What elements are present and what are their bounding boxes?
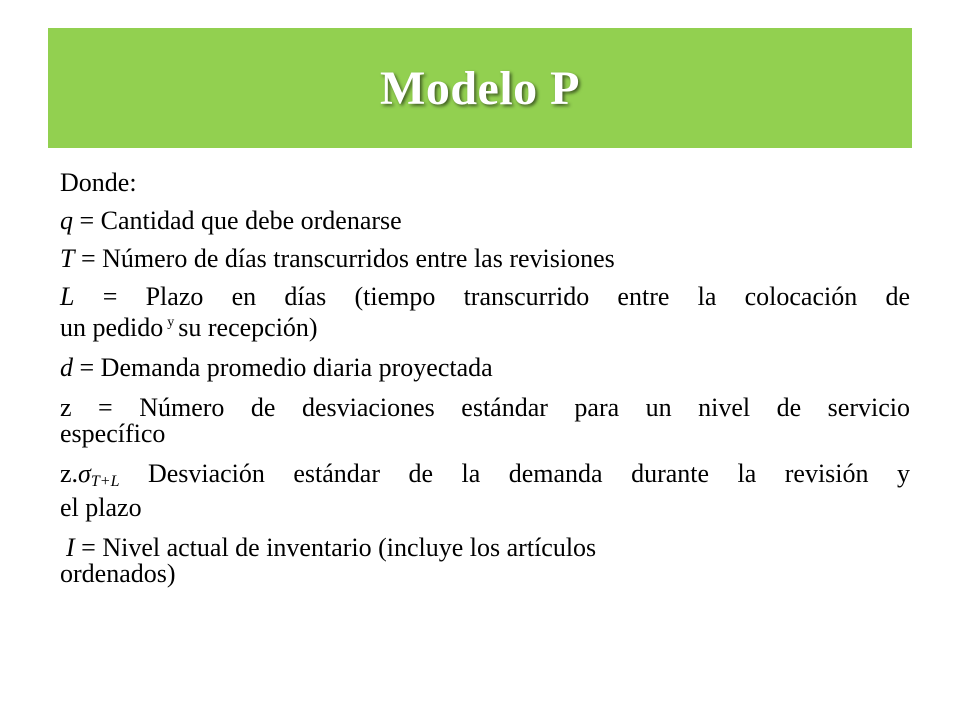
symbol-T: T — [60, 244, 75, 273]
definition-d-text: = Demanda promedio diaria proyectada — [73, 353, 493, 382]
definition-sigma-line2 — [60, 495, 910, 521]
definition-q-text: = Cantidad que debe ordenarse — [73, 206, 402, 235]
slide-title: Modelo P — [380, 61, 580, 115]
definition-L-line2 — [60, 310, 910, 341]
definition-L-line1 — [60, 284, 910, 310]
definition-T-text: = Número de días transcurridos entre las revisiones — [74, 244, 615, 273]
definition-q — [60, 208, 910, 234]
sigma-prefix: z. — [60, 459, 79, 488]
definition-z-text1: z = Número de desviaciones estándar para un nivel de servicio — [60, 393, 910, 422]
definition-z-line2 — [60, 421, 910, 447]
definition-L-text2a: un pedido — [60, 313, 164, 342]
definition-I-text1: = Nivel actual de inventario (incluye los artículos — [74, 533, 597, 562]
symbol-d: d — [60, 353, 73, 382]
definition-I-line2 — [60, 561, 910, 587]
symbol-L: L — [60, 282, 75, 311]
definition-L-text2b: su recepción) — [178, 313, 318, 342]
sigma-subscript: T+L — [90, 473, 120, 490]
intro-text: Donde: — [60, 168, 137, 197]
definition-L-text1: = Plazo en días (tiempo transcurrido entre la colocación de — [74, 282, 910, 311]
definition-sigma-text2: el plazo — [60, 493, 142, 522]
definition-d — [60, 355, 910, 381]
definition-I-text2: ordenados) — [60, 559, 176, 588]
definition-L-y: y — [167, 315, 175, 330]
definition-sigma-text1: Desviación estándar de la demanda durante la revisión y — [119, 459, 910, 488]
title-banner — [48, 28, 912, 148]
definition-z-text2: específico — [60, 419, 166, 448]
definitions-list — [60, 170, 910, 587]
definition-z-line1 — [60, 395, 910, 421]
sigma-symbol: σ — [78, 459, 91, 488]
definition-T — [60, 246, 910, 272]
definition-sigma-line1 — [60, 461, 910, 495]
symbol-I: I — [66, 533, 75, 562]
definition-I-line1 — [60, 535, 910, 561]
symbol-q: q — [60, 206, 73, 235]
